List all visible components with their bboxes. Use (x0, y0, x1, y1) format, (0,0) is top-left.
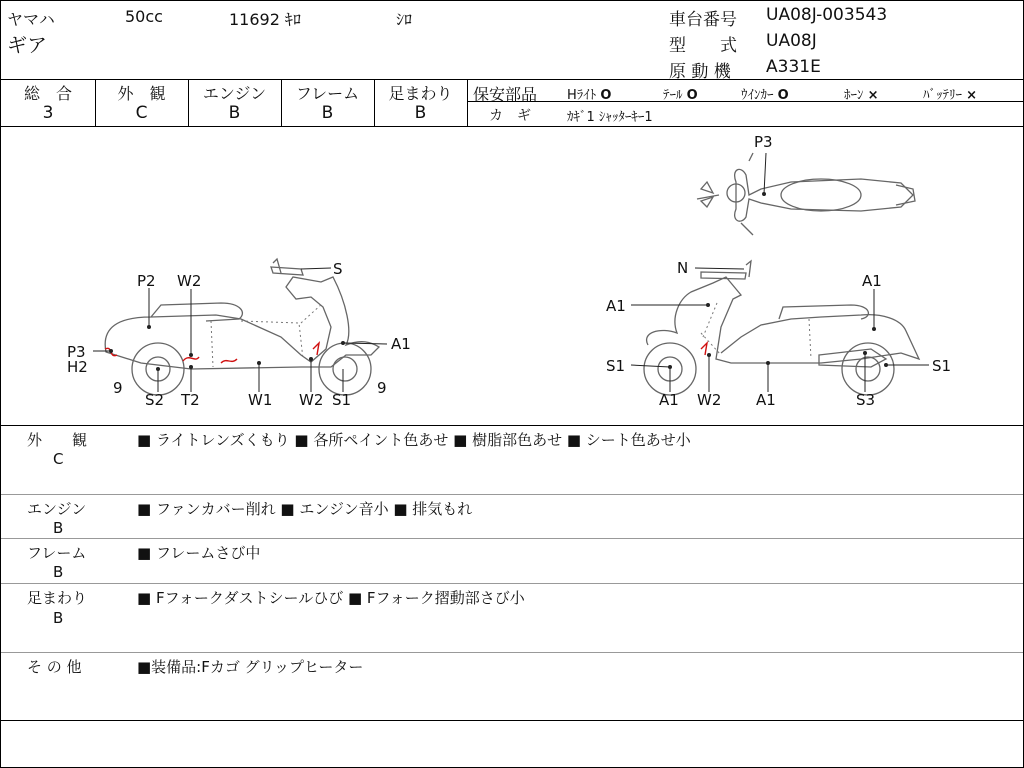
chassis-value: UA08J-003543 (766, 5, 888, 25)
safety-item-battery (923, 84, 984, 103)
maker: ヤマハ (7, 10, 55, 29)
label-right-n: N (677, 259, 689, 277)
label-left-9-right: 9 (377, 379, 387, 397)
comment-category-engine: エンジン (27, 500, 87, 518)
rule (1, 425, 1023, 426)
rule (1, 652, 1023, 653)
comment-grade-engine: B (53, 519, 64, 537)
safety-item-name: ﾎｰﾝ (844, 88, 864, 103)
label-right-s1-right: S1 (932, 357, 952, 375)
label-right-s3: S3 (856, 391, 876, 409)
rule (1, 494, 1023, 495)
type-label: 型 式 (669, 36, 737, 56)
safety-status: × (867, 88, 879, 103)
comment-category-exterior: 外 観 (27, 431, 88, 449)
color: ｼﾛ (396, 10, 413, 29)
label-left-w1: W1 (248, 391, 273, 409)
label-right-s1-left: S1 (606, 357, 626, 375)
engine-label: 原 動 機 (669, 62, 731, 82)
key-value: ｶｷﾞ1 ｼｬｯﾀｰｷｰ1 (567, 110, 653, 125)
grade-value-total: 3 (42, 103, 54, 123)
scooter-top-view (697, 133, 915, 235)
scooter-right-view (606, 259, 951, 409)
chassis-label: 車台番号 (669, 10, 737, 30)
safety-item-name: ﾃｰﾙ (663, 88, 683, 103)
comment-text-suspension: ■ Fフォークダストシールひび ■ Fフォーク摺動部さび小 (137, 589, 525, 607)
safety-status: × (966, 88, 978, 103)
rule (1, 583, 1023, 584)
type-value: UA08J (766, 31, 817, 51)
divider (467, 79, 468, 126)
safety-status: O (686, 88, 698, 103)
label-left-9-left: 9 (113, 379, 123, 397)
rule (1, 79, 1023, 80)
grade-label-frame: フレーム (295, 84, 360, 103)
label-top-p3: P3 (754, 133, 773, 151)
label-left-p2: P2 (137, 272, 156, 290)
safety-item-horn (844, 84, 886, 103)
comment-text-engine: ■ ファンカバー削れ ■ エンジン音小 ■ 排気もれ (137, 500, 473, 518)
grade-label-total: 総 合 (23, 84, 72, 103)
grade-label-exterior: 外 観 (117, 84, 166, 103)
scooter-diagrams (1, 127, 1023, 425)
mileage: 11692 ｷﾛ (229, 10, 301, 29)
grade-value-frame: B (321, 103, 334, 123)
comment-text-frame: ■ フレームさび中 (137, 544, 261, 562)
safety-label: 保安部品 (473, 85, 538, 104)
safety-status: O (777, 88, 789, 103)
comment-grade-suspension: B (53, 609, 64, 627)
safety-item-headlight (567, 84, 618, 103)
grade-value-exterior: C (135, 103, 148, 123)
safety-item-name: ﾊﾞｯﾃﾘｰ (923, 88, 962, 103)
safety-item-tail (663, 84, 705, 103)
label-left-s1: S1 (332, 391, 352, 409)
rule (1, 538, 1023, 539)
comment-grade-frame: B (53, 563, 64, 581)
label-left-a1: A1 (391, 335, 411, 353)
comment-category-frame: フレーム (27, 544, 87, 562)
rule (1, 720, 1023, 721)
displacement: 50cc (125, 7, 163, 26)
scooter-left-view (67, 259, 411, 409)
engine-value: A331E (766, 57, 821, 77)
label-right-w2: W2 (697, 391, 722, 409)
label-left-h2: H2 (67, 358, 88, 376)
key-label: カ ギ (489, 108, 531, 124)
grade-value-engine: B (228, 103, 241, 123)
label-left-w2-top: W2 (177, 272, 202, 290)
safety-item-name: ｳｲﾝｶｰ (741, 88, 774, 103)
label-left-s: S (333, 260, 343, 278)
comment-text-exterior: ■ ライトレンズくもり ■ 各所ペイント色あせ ■ 樹脂部色あせ ■ シート色あせ小 (137, 431, 691, 449)
label-right-a1-bottom-left: A1 (659, 391, 679, 409)
label-right-a1-bottom-mid: A1 (756, 391, 776, 409)
grade-label-suspension: 足まわり (388, 84, 453, 103)
comment-text-other: ■装備品:Fカゴ グリップヒーター (137, 658, 364, 676)
label-right-a1-left: A1 (606, 297, 626, 315)
label-right-a1-top: A1 (862, 272, 882, 290)
label-left-t2: T2 (181, 391, 200, 409)
safety-status: O (600, 88, 612, 103)
comment-grade-exterior: C (53, 450, 64, 468)
model-name: ギア (7, 33, 47, 57)
grade-value-suspension: B (414, 103, 427, 123)
comment-category-suspension: 足まわり (27, 589, 88, 607)
grade-label-engine: エンジン (202, 84, 267, 103)
label-left-w2-bottom: W2 (299, 391, 324, 409)
comment-category-other: そ の 他 (27, 658, 82, 676)
label-left-p3: P3 (67, 343, 86, 361)
safety-item-name: Hﾗｲﾄ (567, 88, 597, 103)
safety-item-winker (741, 84, 796, 103)
label-left-s2: S2 (145, 391, 165, 409)
